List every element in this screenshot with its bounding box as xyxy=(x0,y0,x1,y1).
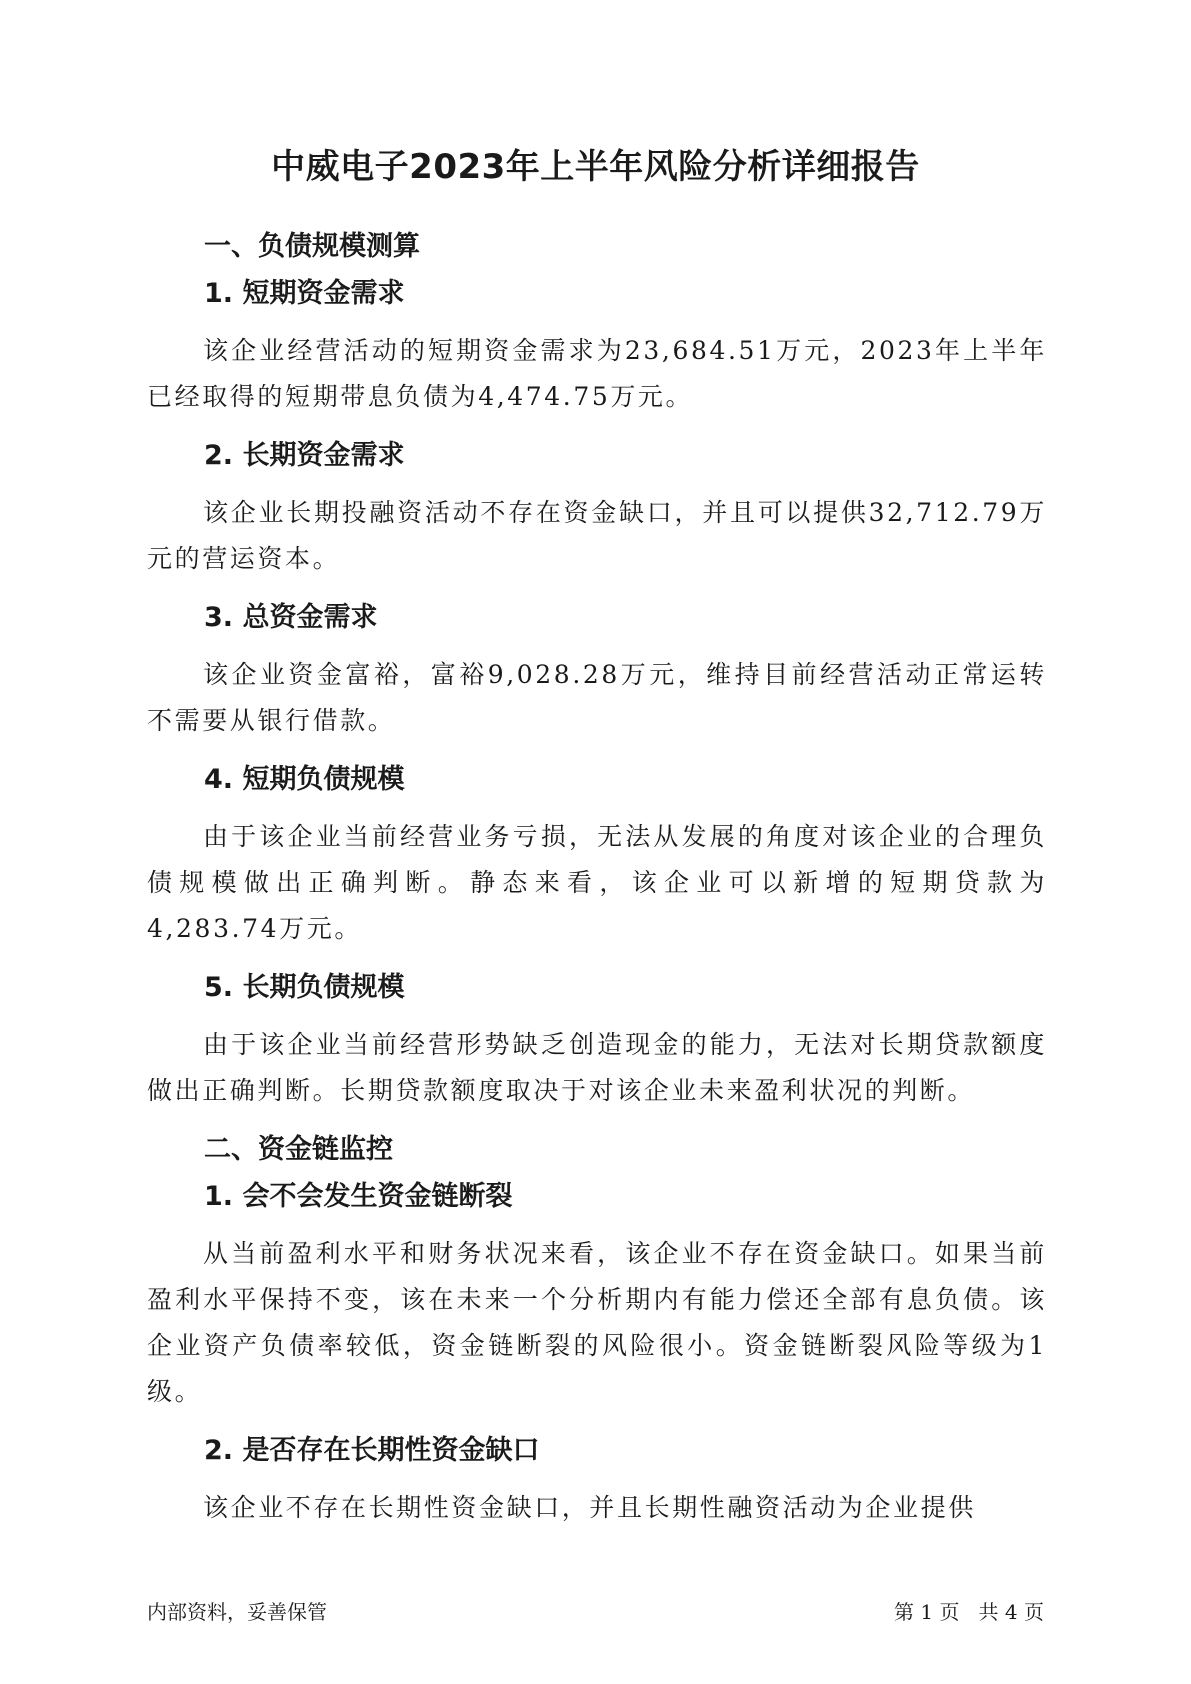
document-title: 中威电子2023年上半年风险分析详细报告 xyxy=(271,147,920,187)
paragraph: 该企业不存在长期性资金缺口，并且长期性融资活动为企业提供 xyxy=(203,1493,976,1522)
paragraph: 由于该企业当前经营形势缺乏创造现金的能力，无法对长期贷款额度做出正确判断。长期贷款额度取决于对该企业未来盈利状况的判断。 xyxy=(147,1030,1047,1105)
document-body xyxy=(147,227,1047,1531)
subsection-heading: 1. 短期资金需求 xyxy=(204,278,405,309)
subsection-heading: 1. 会不会发生资金链断裂 xyxy=(204,1181,513,1212)
subsection-heading: 3. 总资金需求 xyxy=(204,602,378,633)
footer-page-number: 第 1 页 共 4 页 xyxy=(894,1600,1044,1624)
section-heading: 二、资金链监控 xyxy=(204,1134,393,1165)
subsection-heading: 5. 长期负债规模 xyxy=(204,972,405,1003)
paragraph: 该企业资金富裕，富裕9,028.28万元，维持目前经营活动正常运转不需要从银行借款。 xyxy=(147,660,1047,735)
subsection-heading: 4. 短期负债规模 xyxy=(204,764,405,795)
paragraph: 该企业经营活动的短期资金需求为23,684.51万元，2023年上半年已经取得的短期带息负债为4,474.75万元。 xyxy=(147,336,1047,411)
paragraph: 该企业长期投融资活动不存在资金缺口，并且可以提供32,712.79万元的营运资本。 xyxy=(147,498,1047,573)
footer-confidential-note: 内部资料，妥善保管 xyxy=(147,1600,327,1624)
subsection-heading: 2. 长期资金需求 xyxy=(204,440,405,471)
subsection-heading: 2. 是否存在长期性资金缺口 xyxy=(204,1435,540,1466)
paragraph: 由于该企业当前经营业务亏损，无法从发展的角度对该企业的合理负债规模做出正确判断。静态来看，该企业可以新增的短期贷款为4,283.74万元。 xyxy=(147,822,1047,943)
section-heading: 一、负债规模测算 xyxy=(204,231,420,262)
paragraph: 从当前盈利水平和财务状况来看，该企业不存在资金缺口。如果当前盈利水平保持不变，该在未来一个分析期内有能力偿还全部有息负债。该企业资产负债率较低，资金链断裂的风险很小。资金链断裂风险等级为1级。 xyxy=(147,1239,1047,1406)
